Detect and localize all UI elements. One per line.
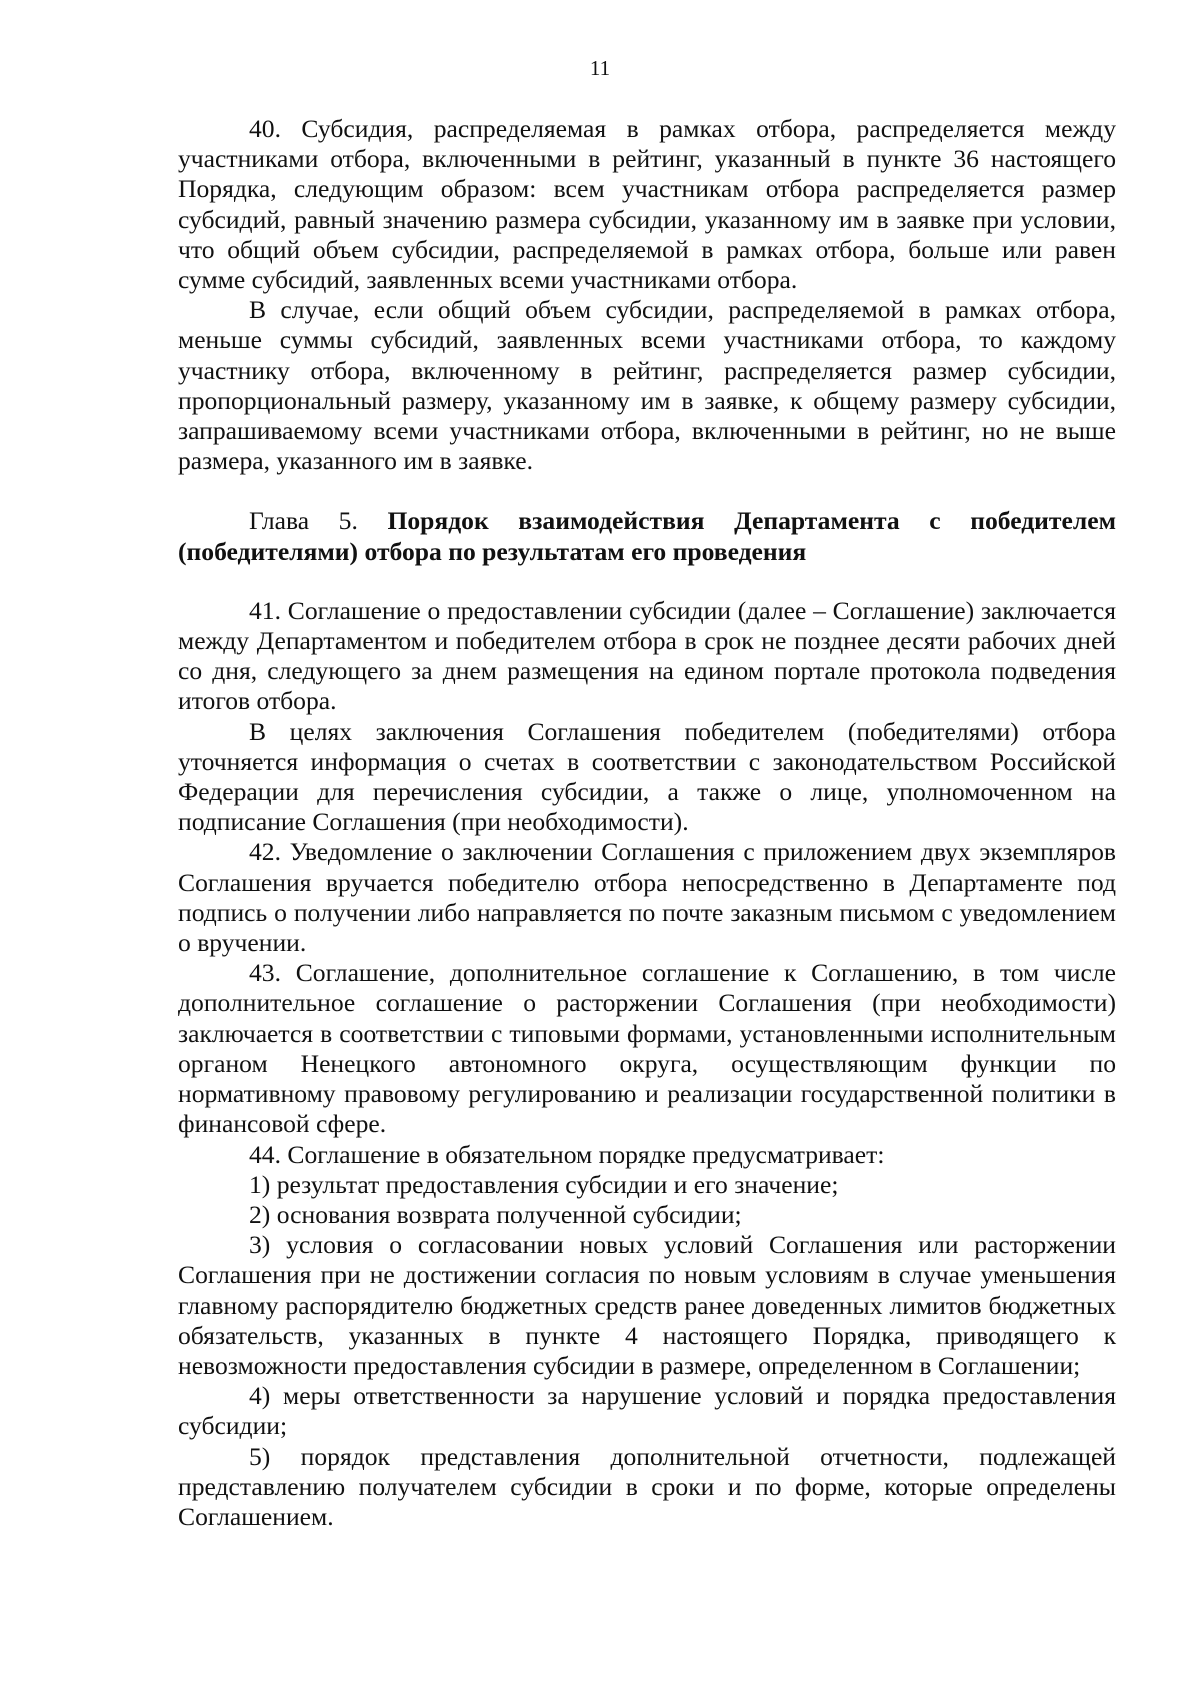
paragraph-43: 43. Соглашение, дополнительное соглашение к Соглашению, в том числе дополнительное соглашение о расторжении Соглашения (при необходимости) заключается в соответствии с типовыми формами, установленными исполнительным органом Ненецкого автономного округа, осуществляющим функции по нормативному правовому регулированию и реализации государственной политики в финансовой сфере. <box>178 958 1116 1139</box>
list-item-3: 3) условия о согласовании новых условий Соглашения или расторжении Соглашения при не достижении согласия по новым условиям в случае уменьшения главному распорядителю бюджетных средств ранее доведенных лимитов бюджетных обязательств, указанных в пункте 4 настоящего Порядка, приводящего к невозможности предоставления субсидии в размере, определенном в Соглашении; <box>178 1230 1116 1380</box>
paragraph-41: 41. Соглашение о предоставлении субсидии (далее – Соглашение) заключается между Департаментом и победителем отбора в срок не позднее десяти рабочих дней со дня, следующего за днем размещения на едином портале протокола подведения итогов отбора. <box>178 595 1116 716</box>
list-item-4: 4) меры ответственности за нарушение условий и порядка предоставления субсидии; <box>178 1381 1116 1441</box>
paragraph-42: 42. Уведомление о заключении Соглашения с приложением двух экземпляров Соглашения вручается победителю отбора непосредственно в Департаменте под подпись о получении либо направляется по почте заказным письмом с уведомлением о вручении. <box>178 837 1116 958</box>
chapter-title: Порядок взаимодействия Департамента с победителем (победителями) отбора по результатам его проведения <box>178 506 1116 566</box>
chapter-prefix: Глава 5. <box>249 506 388 536</box>
paragraph-41-continued: В целях заключения Соглашения победителем (победителями) отбора уточняется информация о счетах в соответствии с законодательством Российской Федерации для перечисления субсидии, а также о лице, уполномоченном на подписание Соглашения (при необходимости). <box>178 716 1116 837</box>
chapter-heading <box>178 506 1116 566</box>
paragraph-40: 40. Субсидия, распределяемая в рамках отбора, распределяется между участниками отбора, включенными в рейтинг, указанный в пункте 36 настоящего Порядка, следующим образом: всем участникам отбора распределяется размер субсидий, равный значению размера субсидии, указанному им в заявке при условии, что общий объем субсидии, распределяемой в рамках отбора, больше или равен сумме субсидий, заявленных всеми участниками отбора. <box>178 114 1116 295</box>
list-item-5: 5) порядок представления дополнительной отчетности, подлежащей представлению получателем субсидии в сроки и по форме, которые определены Соглашением. <box>178 1441 1116 1531</box>
page-number: 11 <box>589 56 611 80</box>
paragraph-40-continued: В случае, если общий объем субсидии, распределяемой в рамках отбора, меньше суммы субсидий, заявленных всеми участниками отбора, то каждому участнику отбора, включенному в рейтинг, распределяется размер субсидии, пропорциональный размеру, указанному им в заявке, к общему размеру субсидии, запрашиваемому всеми участниками отбора, включенными в рейтинг, но не выше размера, указанного им в заявке. <box>178 295 1116 476</box>
paragraph-44: 44. Соглашение в обязательном порядке предусматривает: <box>249 1139 885 1169</box>
list-item-2: 2) основания возврата полученной субсидии; <box>249 1199 742 1229</box>
document-body <box>178 114 1116 1532</box>
list-item-1: 1) результат предоставления субсидии и его значение; <box>249 1169 839 1199</box>
